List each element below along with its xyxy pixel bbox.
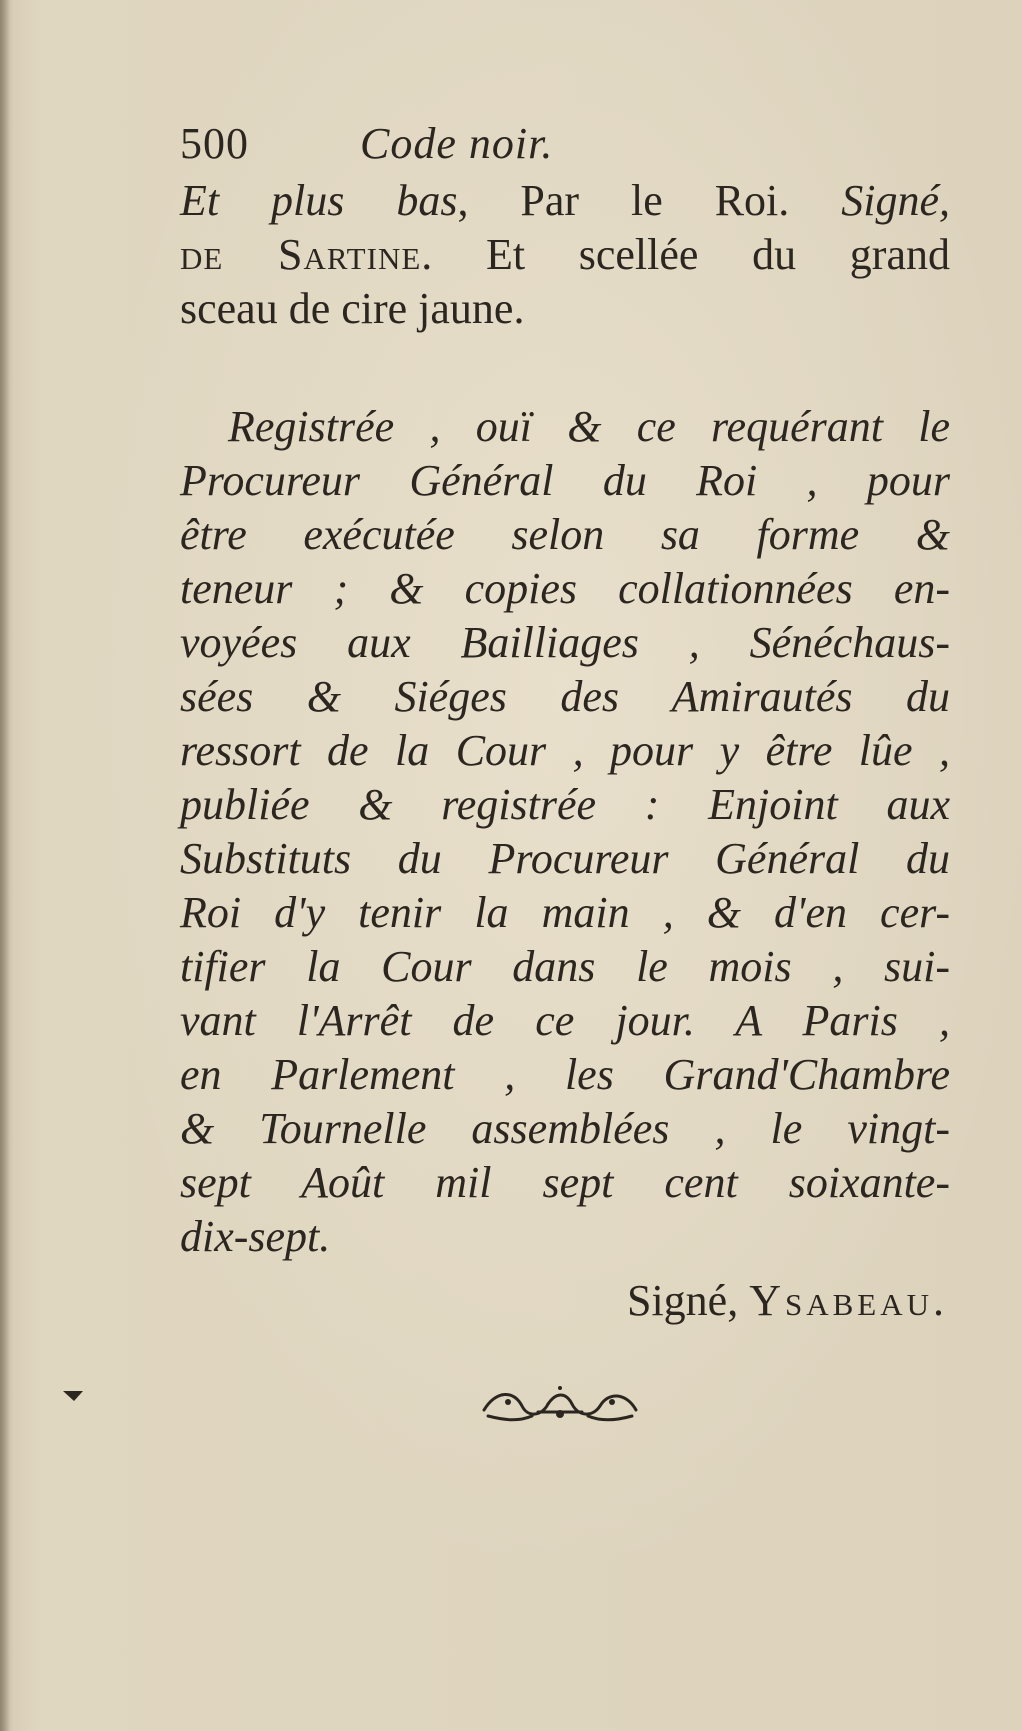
- page-gutter-shadow: [0, 0, 10, 1731]
- registration-line: Substituts du Procureur Général du: [180, 834, 950, 883]
- closing-line-3: [180, 282, 950, 336]
- registration-paragraph: [180, 400, 950, 1264]
- registration-line: en Parlement , les Grand'Chambre: [180, 1050, 950, 1099]
- closing-line-1: [180, 174, 950, 228]
- page-number: 500: [180, 119, 249, 168]
- signature-name: Ysabeau.: [749, 1276, 948, 1325]
- registration-line: sées & Siéges des Amirautés du: [180, 672, 950, 721]
- registration-line: & Tournelle assemblées , le vingt-: [180, 1104, 950, 1153]
- stray-ink-mark: [62, 1388, 84, 1402]
- registration-line: voyées aux Bailliages , Sénéchaus-: [180, 618, 950, 667]
- registration-line: tifier la Cour dans le mois , sui-: [180, 942, 950, 991]
- running-head: [180, 118, 950, 174]
- fleuron-ornament: [478, 1376, 642, 1430]
- signature-prefix: Signé,: [626, 1276, 750, 1325]
- paragraph-spacer: [180, 336, 950, 400]
- registration-line: ressort de la Cour , pour y être lûe ,: [180, 726, 950, 775]
- closing-line-1-roman: , Par le Roi.: [457, 176, 842, 225]
- registration-line: Procureur Général du Roi , pour: [180, 456, 950, 505]
- closing-line-1-signe: Signé,: [841, 176, 950, 225]
- closing-line-3-text: sceau de cire jaune.: [180, 284, 525, 333]
- registration-line: teneur ; & copies collationnées en-: [180, 564, 950, 613]
- closing-line-1-italic: Et plus bas: [180, 176, 458, 225]
- registration-line: Registrée , ouï & ce requérant le: [228, 402, 950, 451]
- running-title: Code noir.: [360, 119, 554, 168]
- signature-line: [180, 1274, 950, 1328]
- registration-line: Roi d'y tenir la main , & d'en cer-: [180, 888, 950, 937]
- text-block: [180, 118, 950, 1328]
- closing-line-2-name: de Sartine: [180, 230, 422, 279]
- registration-line: être exécutée selon sa forme &: [180, 510, 950, 559]
- closing-line-2-text: . Et scellée du grand: [421, 230, 950, 279]
- registration-line: vant l'Arrêt de ce jour. A Paris ,: [180, 996, 950, 1045]
- closing-line-2: [180, 228, 950, 282]
- registration-line: publiée & registrée : Enjoint aux: [180, 780, 950, 829]
- registration-line: dix-sept.: [180, 1212, 331, 1261]
- registration-line: sept Août mil sept cent soixante-: [180, 1158, 950, 1207]
